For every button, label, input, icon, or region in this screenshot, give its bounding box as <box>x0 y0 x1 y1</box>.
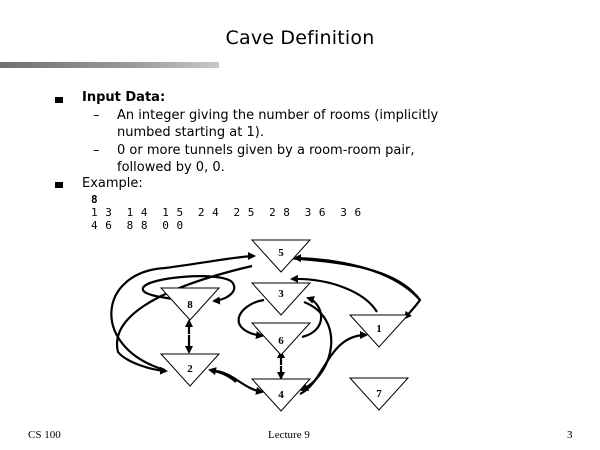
room-4-label: 4 <box>278 389 284 401</box>
example-line2: 4 6 8 8 0 0 <box>91 219 184 232</box>
footer-lecture: Lecture 9 <box>268 429 310 441</box>
subitem-1-line1: An integer giving the number of rooms (implicitly <box>117 108 439 123</box>
room-5-label: 5 <box>278 247 284 259</box>
dash-icon: – <box>93 143 100 158</box>
bullet-example: Example: <box>82 176 143 191</box>
example-line1: 1 3 1 4 1 5 2 4 2 5 2 8 3 6 3 6 <box>91 206 362 219</box>
edge-3-6-right <box>302 298 321 337</box>
slide-title: Cave Definition <box>225 27 375 49</box>
subitem-2-line2: followed by 0, 0. <box>117 160 225 175</box>
bullet-input-data: Input Data: <box>82 90 166 105</box>
dash-icon: – <box>93 108 100 123</box>
room-8-label: 8 <box>187 299 193 311</box>
footer-page-number: 3 <box>567 429 573 441</box>
example-count: 8 <box>91 193 99 206</box>
subitem-2-line1: 0 or more tunnels given by a room-room pair, <box>117 143 415 158</box>
room-2-label: 2 <box>187 363 193 375</box>
room-7-label: 7 <box>376 388 382 400</box>
room-6-label: 6 <box>278 335 284 347</box>
subitem-1-line2: numbed starting at 1). <box>117 125 264 140</box>
footer-course: CS 100 <box>28 429 61 441</box>
room-3-label: 3 <box>278 288 284 300</box>
room-1-label: 1 <box>376 323 382 335</box>
